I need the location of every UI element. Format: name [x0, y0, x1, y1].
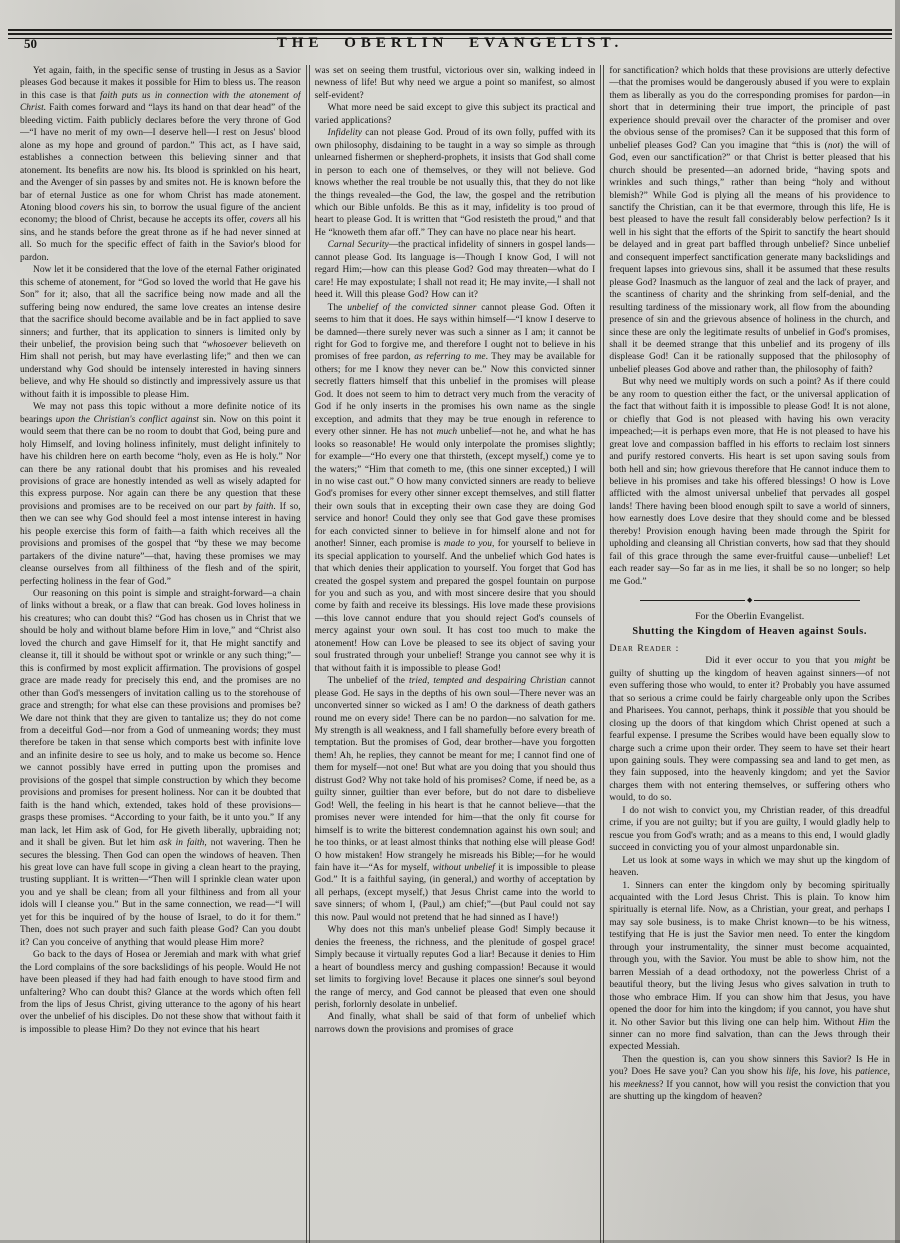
paragraph: Infidelity can not please God. Proud of its own folly, puffed with its own philosophy, disdaining to be taught in a way so simple as through unlearned fishermen or shepherd-prophets, it insists that God shall come in person to each one of themselves, or they will not believe. God knows whether the real trouble be not usually this, that they do not like the things revealed—the God, the law, the gospel and the retribution which our Bible unfolds. Be this as it may, infidelity is too proud of heart to please God. It is written that “God resisteth the proud,” and that He “knoweth them afar off.” They can have no place near his heart. [314, 128, 596, 238]
column-3 [609, 65, 890, 1243]
article-columns [0, 57, 900, 1243]
masthead-title: THE OBERLIN EVANGELIST. [276, 35, 624, 51]
paragraph: Now let it be considered that the love of the eternal Father originated this scheme of atonement, for “God so loved the world that He gave his Son” for it; also, that all the sacrifice being now made and all the suffering being now endured, the same love creates an intense desire that the sacrifice should become available and be in fact applied to save sinners; and further, that its application to sinners is limited only by their unbelief, the provision being such that “whosoever believeth on Him shall not perish, but may have everlasting life;” and then we can understand why God should be intensely interested in having sinners believe, and why He should so distinctly and impressively assure us that without faith it is impossible to please Him. [20, 265, 301, 400]
article-dateline: For the Oberlin Evangelist. [695, 611, 805, 623]
section-divider [640, 597, 860, 604]
divider-line-left [640, 600, 745, 601]
paragraph: And finally, what shall be said of that form of unbelief which narrows down the provisions and promises of grace [314, 1012, 596, 1035]
column-3-lead-paragraphs [609, 65, 890, 588]
page-number: 50 [24, 36, 37, 51]
article2-paragraphs [609, 655, 890, 1103]
paragraph: was set on seeing them trustful, victorious over sin, walking indeed in newness of life! But why need we argue a point so manifest, so almost self-evident? [314, 66, 596, 101]
paragraph: Carnal Security—the practical infidelity of sinners in gospel lands—cannot please God. Its language is—Though I know God, I will not regard Him;—how can this please God? God may threaten—what do I care! He may expostulate; I shall not read it; He may invite,—I shall not heed it. Will this please God? How can it? [314, 240, 596, 301]
article-salutation: Dear Reader : [609, 642, 680, 654]
column-2 [315, 65, 596, 1243]
paragraph: We may not pass this topic without a more definite notice of its bearings upon the Christian's conflict against sin. Now on this point it would seem that there can be no room to doubt that God, being pure and holy Himself, and loving holiness infinitely, must delight infinitely to have his children here on earth become “holy, even as He is holy.” Nor can there be any rational doubt that his promises and his revealed provisions of grace are honestly intended as well as wisely adapted for this express purpose. Nor again can there be any question that these provisions and promises are to be received on our part by faith. If so, then we can see why God should feel a most intense interest in having his people exercise this form of faith—a faith which receives all the provisions and promises of the gospel that “by these we may become partakers of the divine nature”—that, having these promises we may cleanse ourselves from all filthiness of the flesh and of the spirit, perfecting holiness in the fear of God.” [20, 402, 301, 587]
paragraph: 1. Sinners can enter the kingdom only by becoming spiritually acquainted with the Lord Jesus Christ. This is plain. To know him spiritually is eternal life. Now, as a Christian, your great, and perhaps I may say sole business, is to make Christ known—to be his witness, testifying that He is just the Savior men need. To enter the kingdom through your instrumentality, the sinner must become acquainted, through you, with the Savior. You must be able to show him, not the barren Messiah of a dead orthodoxy, not the powerless Christ of a beautiful theory, but the living Jesus who gives salvation in truth to those who embrace Him. If you can show him that Jesus, you have opened the door for him into the kingdom; if you cannot, you have shut it. No other Savior but this living one can help him. Without Him the sinner can no more find salvation, than can the Jews through their expected Messiah. [609, 880, 891, 1053]
paragraph: Let us look at some ways in which we may shut up the kingdom of heaven. [609, 855, 891, 879]
paragraph: Go back to the days of Hosea or Jeremiah and mark with what grief the Lord complains of the sore backslidings of his people. Would He not have been pleased if they had had faith enough to have stood firm and unfaltering? Who can doubt this? Glance at the words which often fell from the lips of Jesus Christ, giving utterance to the agony of his heart over the unbelief of his disciples. Do not these show that without faith it is impossible to please Him? Do they not evince that his heart [20, 950, 301, 1035]
paragraph: What more need be said except to give this subject its practical and varied applications? [314, 103, 596, 126]
divider-line-right [754, 600, 859, 601]
paragraph: Our reasoning on this point is simple and straight-forward—a chain of links without a break, or a flaw that can break. God loves holiness in his creatures; who can doubt this? “God has chosen us in Christ that we should be holy and without blame before Him in love,” and “Christ also loved the church and gave Himself for it, that He might sanctify and cleanse it, till it should be without spot or wrinkle or any such thing;”—this is confirmed by most explicit affirmation. The provisions of gospel grace are made ready for precisely this end, and the promises are no other than God's messengers of invitation calling us to the storehouse of grace and strength; for what else can these provisions and promises be? We dare not think that they are given to tantalize us; they do not come from a deceitful God—nor from a God of unmeaning words; they must therefore be taken in that sense which comports best with infinite love and an infinite desire to see us holy, and to make us become so. Hence we cannot possibly have erred in putting upon the promises and provisions of the gospel that simple construction by which they become provisions and promises for present holiness. Nor can it be doubted that faith is the hand which, extended, takes hold of these provisions—grasps these promises. “According to your faith, be it unto you.” If any man lack, let Him ask of God, for He giveth liberally, upbraiding not; and it shall be given. But let him ask in faith, not wavering. Then he secures the blessing. Then God can open the windows of heaven. Then his great love can have full scope in giving a clean heart to the praying, trusting suppliant. It is written—“Then will I sprinkle clean water upon you and ye shall be clean; from all your filthiness and from all your idols will I cleanse you.” But in the same connection, we read—“I will yet for this be inquired of by the house of Israel, to do it for them.” Then, does not such prayer and such faith please God? Can you doubt it? Can you conceive of anything that would please Him more? [20, 589, 301, 948]
paragraph: Yet again, faith, in the specific sense of trusting in Jesus as a Savior pleases God because it makes it possible for Him to bless us. The reason in this case is that faith puts us in connection with the atonement of Christ. Faith comes forward and “lays its hand on that dear head” of the bleeding victim. Faith publicly declares before the very throne of God—“I have no merit of my own—I deserve hell—I rest on Jesus' blood alone as my hope and ground of pardon.” This act, as I have said, establishes a connection between this believing sinner and that atonement. Its benefits are now his. Its blood is sprinkled on his heart, and the Avenger of sin passes by and smites not. He is known before the bar of eternal Justice as one for whom Christ has made atonement. Atoning blood covers his sin, to borrow the usual figure of the ancient economy; the blood of Christ, because he accepts its offer, covers all his sins, and he stands before the great throne as if he had never sinned at all. So much for the specific effect of faith in the Savior's blood for pardon. [20, 66, 301, 263]
paragraph: for sanctification? which holds that these provisions are utterly defective—that the promises would be dangerously abused if you were to explain them as liberally as you do the corresponding promises for pardon—in short that in determining their true import, the principle of past experience should prevail over the character of the promiser and over the obvious sense of the promises? Can it be supposed that this form of unbelief pleases God? Can you imagine that “this is (not) the will of God, even our sanctification?” or that Christ is better pleased that his church should be presented—an adorned bride, “having spots and wrinkles and such things,” rather than being “holy and without blemish?” While God is plying all the means of his providence to sanctify the Christian, can it be that evermore, through this life, He is best pleased to have the result fall considerably below perfection? Is it well in his sight that the efforts of the Spirit to sanctify the heart should be delayed and in great part baffled through unbelief? Since unbelief and consequent imperfect sanctification generate many backslidings and frequent lapses into grievous sins, shall it be assumed that these results please God? Inasmuch as the languor of zeal and the lack of prayer, and the scantiness of charity and the shrinking from self-denial, and the resulting tardiness of the missionary work, all flow from the abounding presence of sin and the grievous absence of holiness in the church, and since these are only the legitimate results of unbelief in God's promises, shall it be deemed strange that this unbelief and its progeny of ills displease God! Can it be rationally supposed that the philosophy of unbelief pleases God above and rather than, the philosophy of faith? [609, 66, 891, 375]
paragraph: The unbelief of the convicted sinner cannot please God. Often it seems to him that it does. He says within himself—“I know I deserve to be damned—there surely never was such a sinner as I am; it cannot be right for God to forgive me, and therefore I ought not to believe in his promises of free pardon, as referring to me. They may be available for others; for me I know they never can be.” Now this convicted sinner secretly flatters himself that this unbelief in the promises will please God. It does not seem to him to detract very much from the veracity of God if he only inserts in the promises his own name as the single exception, and admits that they may be true enough in reference to every other sinner. He has not much unbelief—not he, and what he has looks so reasonable! He would only interpolate the promises slightly; for example—“Ho every one that thirsteth, (except myself,) come ye to the waters;” “Him that cometh to me, (this one sinner excepted,) I will in no wise cast out.” O how many convicted sinners are ready to believe God's promises for every other sinner except themselves, and still flatter their own souls that in excepting their own case they are doing God service and honor! Could they only see that God gave these promises for each convicted sinner to believe in for himself alone and not for another! Sinner, each promise is made to you, for yourself to believe in its special application to yourself. And the unbelief which God hates is that which denies their application to yourself. You forget that God has created the gospel system and prepared the gospel fountain on purpose for you and such as you, and with most sincere desire that you should come by faith and receive its blessings. His love made these provisions—this love cannot endure that you should reject God's counsels of mercy against your own soul. It has cost too much to make the atonement! How can Love be pleased to see its object of saving your soul frustrated through your unbelief! Strange you cannot see why it is that without faith it is impossible to please God! [314, 302, 596, 674]
paragraph: The unbelief of the tried, tempted and despairing Christian cannot please God. He says in the depths of his own soul—There never was an unconverted sinner so wicked as I am! O the darkness of death gathers round me on every side! There can be no pardon—no salvation for me. My strength is all weakness, and I fall shamefully before every breath of temptation. But the promises of God, dear brother—have you forgotten them! Ah, he replies, they cannot be meant for me; I cannot find one of them for myself—not one! But what are you doing that you should thus distrust God? Why not take hold of his promises? Come, if need be, as a guilty sinner, guiltier than ever before, but do not dare to disbelieve God! Well, the feeling in his heart is that he cannot believe—that the promises never were intended for him—that the only fit course for himself is to write the bitterest condemnation against his own soul; and he too thinks, or at least almost thinks that nothing else will please God! O how mistaken! How strangely he misreads his Bible;—for he would fain have it—“As for myself, without unbelief it is impossible to please God.” It is a faithful saying, (in general,) and worthy of acceptation by all perhaps, (except myself,) that Jesus Christ came into the world to save sinners; of whom I, (Paul,) am chief;”—(but Paul could not say this now. Paul would not pretend that he had sinned as I have!) [314, 676, 596, 923]
paragraph: I do not wish to convict you, my Christian reader, of this dreadful crime, if you are not guilty; but if you are guilty, I would gladly help to rescue you from God's wrath; and as a means to this end, I would gladly succeed in convicting you of your almost unpardonable sin. [609, 805, 891, 854]
column-rule-2 [600, 65, 604, 1243]
scan-artifact-right-edge [895, 0, 900, 1243]
paragraph: Did it ever occur to you that you might be guilty of shutting up the kingdom of heaven against sinners—of not even suffering those who would, to enter it? Probably you have assumed that so serious a crime could be fairly chargeable only upon the Scribes and Pharisees. You cannot, perhaps, think it possible that you should be closing up the doors of that kingdom which Christ opened at such a fearful expense. I presume the Scribes would have been equally slow to charge such a crime upon their order. They seem to have set their heart upon gaining souls. They were compassing sea and land to get men, as they fain supposed, into the heavenly kingdom; and yet the Savior charges them with not entering themselves, or suffering others who would, to do so. [609, 656, 891, 804]
column-rule-1 [306, 65, 310, 1243]
paragraph: But why need we multiply words on such a point? As if there could be any room to question either the fact, or the universal application of the fact that without faith it is impossible to please God! It is not alone, or chiefly that God is not pleased with having his own veracity impeached;—it is perhaps even more, that He is not pleased to have his great love and compassion baffled in his efforts to reclaim lost sinners and purify restored converts. His heart is set upon saving souls from both hell and sin; how grievous therefore that He cannot induce them to believe in his promises and take his offered blessings! O how is Love afflicted with the almost universal unbelief that pervades all gospel lands! There having been blood enough spilt to save a world of sinners, how earnestly does Love desire that they should come and be blessed thereby! Provision enough having been made through the Spirit for upholding and cleansing all Christian converts, how sad that they should fail of this grace through the same ever-fruitful cause—unbelief! Let each reader say—So far as in me lies, it shall be so no longer; so help me God.” [609, 377, 891, 587]
article-title: Shutting the Kingdom of Heaven against Souls. [632, 626, 867, 638]
diamond-icon: ◆ [746, 596, 753, 605]
masthead [4, 33, 896, 57]
column-1 [20, 65, 301, 1243]
paragraph: Then the question is, can you show sinners this Savior? Is He in you? Does He save you? Can you show his life, his love, his patience, his meekness? If you cannot, how will you resist the conviction that you are shutting up the kingdom of heaven? [609, 1054, 891, 1103]
paragraph: Why does not this man's unbelief please God! Simply because it denies the freeness, the richness, and the plenitude of gospel grace! Simply because it virtually reputes God a liar! Because it denies to Him a heart of boundless mercy and gushing compassion! Because it would set limits to forgiving love! Because it places one sinner's soul beyond the range of mercy, and God cannot be pleased that even one should perish, forlornly desolate in unbelief. [314, 925, 596, 1010]
